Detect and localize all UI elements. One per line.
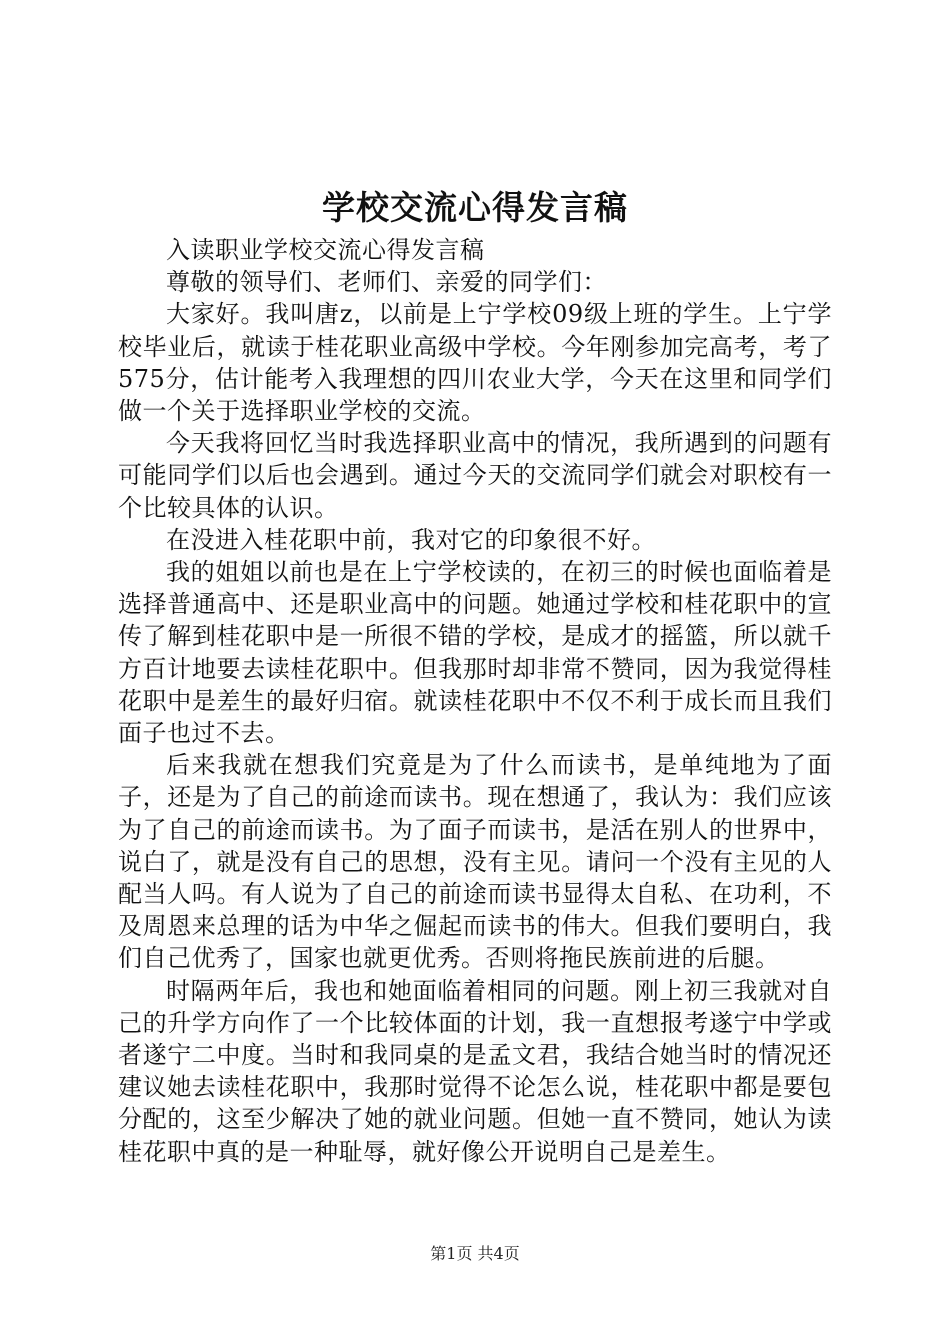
subtitle-paragraph: 入读职业学校交流心得发言稿 xyxy=(166,236,485,264)
body-paragraph: 我的姐姐以前也是在上宁学校读的，在初三的时候也面临着是选择普通高中、还是职业高中的问题。她通过学校和桂花职中的宣传了解到桂花职中是一所很不错的学校，是成才的摇篮，所以就千方百计地要去读桂花职中。但我那时却非常不赞同，因为我觉得桂花职中是差生的最好归宿。就读桂花职中不仅不利于成长而且我们面子也过不去。 xyxy=(118,558,832,748)
body-paragraph: 大家好。我叫唐z，以前是上宁学校09级上班的学生。上宁学校毕业后，就读于桂花职业高级中学校。今年刚参加完高考，考了575分，估计能考入我理想的四川农业大学，今天在这里和同学们做一个关于选择职业学校的交流。 xyxy=(118,300,832,426)
document-body xyxy=(118,234,832,1168)
body-paragraph: 后来我就在想我们究竟是为了什么而读书，是单纯地为了面子，还是为了自己的前途而读书。现在想通了，我认为：我们应该为了自己的前途而读书。为了面子而读书，是活在别人的世界中，说白了，就是没有自己的思想，没有主见。请问一个没有主见的人配当人吗。有人说为了自己的前途而读书显得太自私、在功利，不及周恩来总理的话为中华之倔起而读书的伟大。但我们要明白，我们自己优秀了，国家也就更优秀。否则将拖民族前进的后腿。 xyxy=(118,751,832,973)
page-footer: 第1页 共4页 xyxy=(430,1244,520,1263)
body-paragraph: 今天我将回忆当时我选择职业高中的情况，我所遇到的问题有可能同学们以后也会遇到。通过今天的交流同学们就会对职校有一个比较具体的认识。 xyxy=(118,429,832,522)
salutation-paragraph: 尊敬的领导们、老师们、亲爱的同学们： xyxy=(166,268,607,297)
document-title: 学校交流心得发言稿 xyxy=(322,188,628,227)
body-paragraph: 在没进入桂花职中前，我对它的印象很不好。 xyxy=(166,525,656,554)
body-paragraph: 时隔两年后，我也和她面临着相同的问题。刚上初三我就对自己的升学方向作了一个比较体面的计划，我一直想报考遂宁中学或者遂宁二中度。当时和我同桌的是孟文君，我结合她当时的情况还建议她去读桂花职中，我那时觉得不论怎么说，桂花职中都是要包分配的，这至少解决了她的就业问题。但她一直不赞同，她认为读桂花职中真的是一种耻辱，就好像公开说明自己是差生。 xyxy=(118,976,832,1166)
